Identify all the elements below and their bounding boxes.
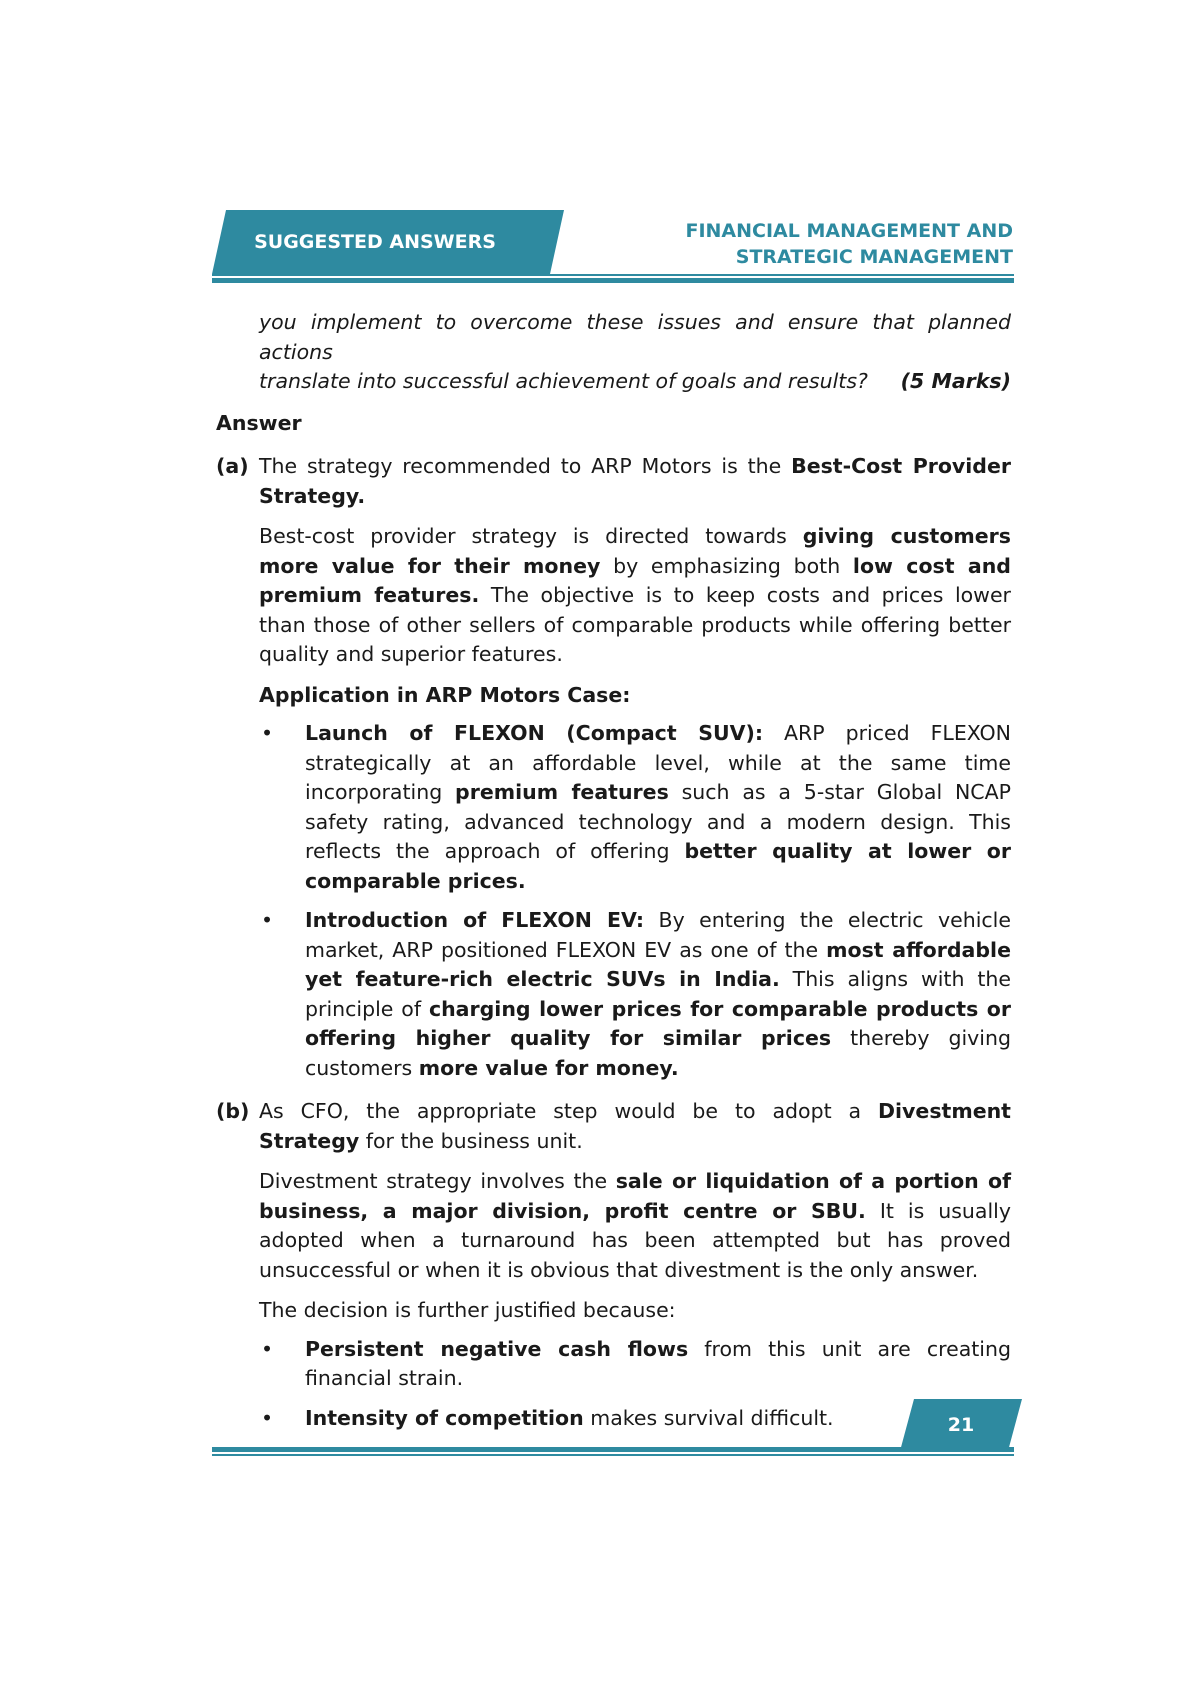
- bullet-text: [305, 906, 1011, 1083]
- part-a-strategy-name: Best-Cost Provider Strategy.: [259, 454, 1011, 508]
- question-line-2: [259, 367, 1011, 397]
- part-b-definition: [259, 1167, 1011, 1285]
- bullet-bold: charging lower prices for comparable products or offering higher quality for similar prices: [305, 996, 1011, 1050]
- list-item: [259, 1404, 1011, 1434]
- bullet-bold: Intensity of competition: [305, 1405, 584, 1430]
- part-a-def-bold-2: low cost and premium features.: [259, 553, 1011, 607]
- answer-heading: Answer: [216, 410, 302, 435]
- answer-part-a: [216, 452, 1011, 1083]
- answer-part-b: [216, 1097, 1011, 1433]
- part-b-intro-end: for the business unit.: [359, 1128, 583, 1153]
- part-a-intro-text: The strategy recommended to ARP Motors is the: [259, 454, 792, 478]
- bullet-text-part: makes survival difficult.: [583, 1405, 834, 1430]
- part-a-label: (a): [216, 454, 249, 478]
- bullet-text-part: By entering the electric vehicle market, ARP positioned FLEXON EV as one of the: [305, 908, 1011, 962]
- question-line-1: you implement to overcome these issues and ensure that planned actions: [259, 310, 1011, 364]
- bullet-text-part: such as a 5-star Global NCAP safety rating, advanced technology and a modern design. This reflects the approach of offering: [305, 780, 1011, 863]
- header-title: [685, 218, 1013, 270]
- part-b-intro: [259, 1097, 1011, 1156]
- header-rule-thick: [212, 278, 1014, 283]
- header-title-line1: FINANCIAL MANAGEMENT AND: [685, 220, 1013, 242]
- part-b-intro-text: As CFO, the appropriate step would be to adopt a: [259, 1099, 879, 1123]
- part-b-def-text-1: Divestment strategy involves the: [259, 1169, 616, 1193]
- bullet-icon: •: [261, 1336, 274, 1361]
- bullet-bold: premium features: [455, 780, 669, 804]
- bullet-text-part: This aligns with the principle of: [305, 967, 1011, 1021]
- part-a-intro: [259, 452, 1011, 511]
- part-b-justification-intro: The decision is further justified because:: [259, 1298, 676, 1322]
- bullet-bold: Introduction of FLEXON EV:: [305, 908, 645, 932]
- page-number: 21: [947, 1414, 975, 1436]
- part-b-def-text-2: It is usually adopted when a turnaround has been attempted but has proved unsuccessful or when it is obvious that divestment is the only answer.: [259, 1198, 1011, 1282]
- part-b-label: (b): [216, 1099, 250, 1123]
- part-b-bullet-list: [259, 1335, 1011, 1434]
- list-item: [259, 906, 1011, 1083]
- bullet-icon: •: [261, 1405, 274, 1430]
- bullet-text-part: ARP priced FLEXON strategically at an affordable level, while at the same time incorporating: [305, 721, 1011, 804]
- footer-rule-thin: [212, 1454, 1014, 1456]
- bullet-icon: •: [261, 908, 274, 932]
- header-rule-thin: [212, 274, 1014, 276]
- bullet-text-part: from this unit are creating financial strain.: [305, 1336, 1011, 1390]
- part-a-body: [259, 452, 1011, 1083]
- bullet-text: [305, 1335, 1011, 1394]
- bullet-text-part: thereby giving customers: [305, 1026, 1011, 1080]
- question-marks: (5 Marks): [900, 369, 1011, 393]
- part-a-def-text-3: The objective is to keep costs and prices lower than those of other sellers of comparable products while offering better quality and superior features.: [259, 583, 1011, 666]
- bullet-bold: more value for money.: [418, 1055, 679, 1080]
- bullet-bold: most affordable yet feature-rich electric SUVs in India.: [305, 937, 1011, 991]
- part-a-def-text-1: Best-cost provider strategy is directed towards: [259, 524, 803, 548]
- bullet-icon: •: [261, 721, 274, 745]
- question-continuation: [216, 308, 1011, 397]
- part-b-def-bold-1: sale or liquidation of a portion of business, a major division, profit centre or SBU.: [259, 1169, 1012, 1223]
- question-line-2-text: translate into successful achievement of goals and results?: [259, 369, 868, 393]
- part-a-subheading: Application in ARP Motors Case:: [259, 682, 631, 707]
- bullet-bold: better quality at lower or comparable prices.: [305, 839, 1011, 893]
- header-title-line2: STRATEGIC MANAGEMENT: [735, 246, 1013, 268]
- page-content: [216, 308, 1011, 1433]
- list-item: [259, 719, 1011, 896]
- list-item: [259, 1335, 1011, 1394]
- bullet-text: [305, 719, 1011, 896]
- footer-rule-thick: [212, 1447, 1014, 1452]
- part-a-def-bold-1: giving customers more value for their money: [259, 524, 1011, 578]
- part-b-body: [259, 1097, 1011, 1433]
- part-b-strategy-name: Divestment Strategy: [259, 1099, 1011, 1153]
- bullet-bold: Launch of FLEXON (Compact SUV):: [305, 721, 764, 745]
- bullet-bold: Persistent negative cash flows: [305, 1336, 689, 1361]
- part-a-bullet-list: [259, 719, 1011, 1083]
- header-tab-label: SUGGESTED ANSWERS: [254, 231, 496, 253]
- part-a-definition: [259, 522, 1011, 670]
- part-a-def-text-2: by emphasizing both: [600, 553, 853, 578]
